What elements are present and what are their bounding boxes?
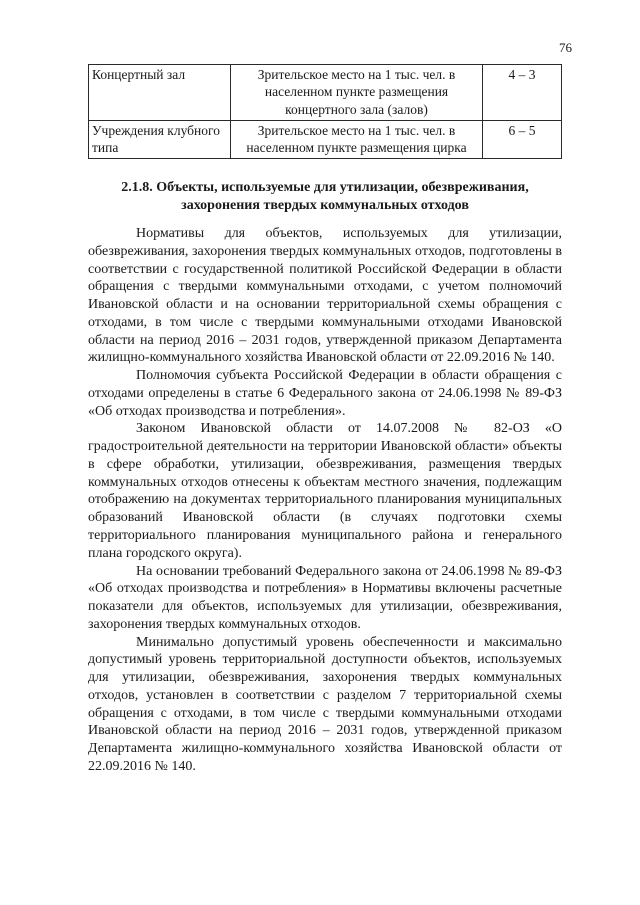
table-cell-value: 6 – 5 — [483, 120, 562, 159]
table-cell-unit: Зрительское место на 1 тыс. чел. в населенном пункте размещения концертного зала (залов) — [231, 65, 483, 121]
paragraph: Нормативы для объектов, используемых для утилизации, обезвреживания, захоронения твердых коммунальных отходов, подготовлены в соответствии с государственной политикой Российской Федерации в области обращения с твердыми коммунальными отходами, с учетом полномочий Ивановской области и на основании территориальной схемы обращения с отходами, в том числе с твердыми коммунальными отходами Ивановской области на период 2016 – 2031 годов, утвержденной приказом Департамента жилищно-коммунального хозяйства Ивановской области от 22.09.2016 № 140. — [88, 226, 562, 366]
table-cell-facility: Учреждения клубного типа — [89, 120, 231, 159]
paragraph: Полномочия субъекта Российской Федерации в области обращения с отходами определены в статье 6 Федерального закона от 24.06.1998 № 89-ФЗ «Об отходах производства и потребления». — [88, 368, 562, 419]
paragraph: На основании требований Федерального закона от 24.06.1998 № 89-ФЗ «Об отходах производства и потребления» в Нормативы включены расчетные показатели для объектов, используемых для утилизации, обезвреживания, захоронения твердых коммунальных отходов. — [88, 563, 562, 632]
page-number: 76 — [559, 40, 572, 55]
table-cell-unit: Зрительское место на 1 тыс. чел. в населенном пункте размещения цирка — [231, 120, 483, 159]
norms-table — [88, 64, 562, 159]
section-title — [88, 179, 562, 215]
table-row — [89, 120, 562, 159]
table-cell-facility: Концертный зал — [89, 65, 231, 121]
section-body — [88, 225, 562, 776]
paragraph: Законом Ивановской области от 14.07.2008 № 82-ОЗ «О градостроительной деятельности на территории Ивановской области» объекты в сфере обработки, утилизации, обезвреживания, размещения твердых коммунальных отходов отнесены к объектам местного значения, подлежащим отображению на документах территориального планирования муниципальных образований Ивановской области (в случаях подготовки схемы территориального планирования муниципального района и генерального плана городского округа). — [88, 421, 562, 561]
section-title-line: захоронения твердых коммунальных отходов — [181, 198, 469, 214]
paragraph: Минимально допустимый уровень обеспеченности и максимально допустимый уровень территориальной доступности объектов, используемых для утилизации, обезвреживания, захоронения твердых коммунальных отходов, установлен в соответствии с разделом 7 территориальной схемы обращения с отходами, в том числе с твердыми коммунальными отходами Ивановской области на период 2016 – 2031 годов, утвержденной приказом Департамента жилищно-коммунального хозяйства Ивановской области от 22.09.2016 № 140. — [88, 634, 562, 774]
table-row — [89, 65, 562, 121]
table-cell-value: 4 – 3 — [483, 65, 562, 121]
section-title-line: 2.1.8. Объекты, используемые для утилизации, обезвреживания, — [121, 180, 529, 195]
